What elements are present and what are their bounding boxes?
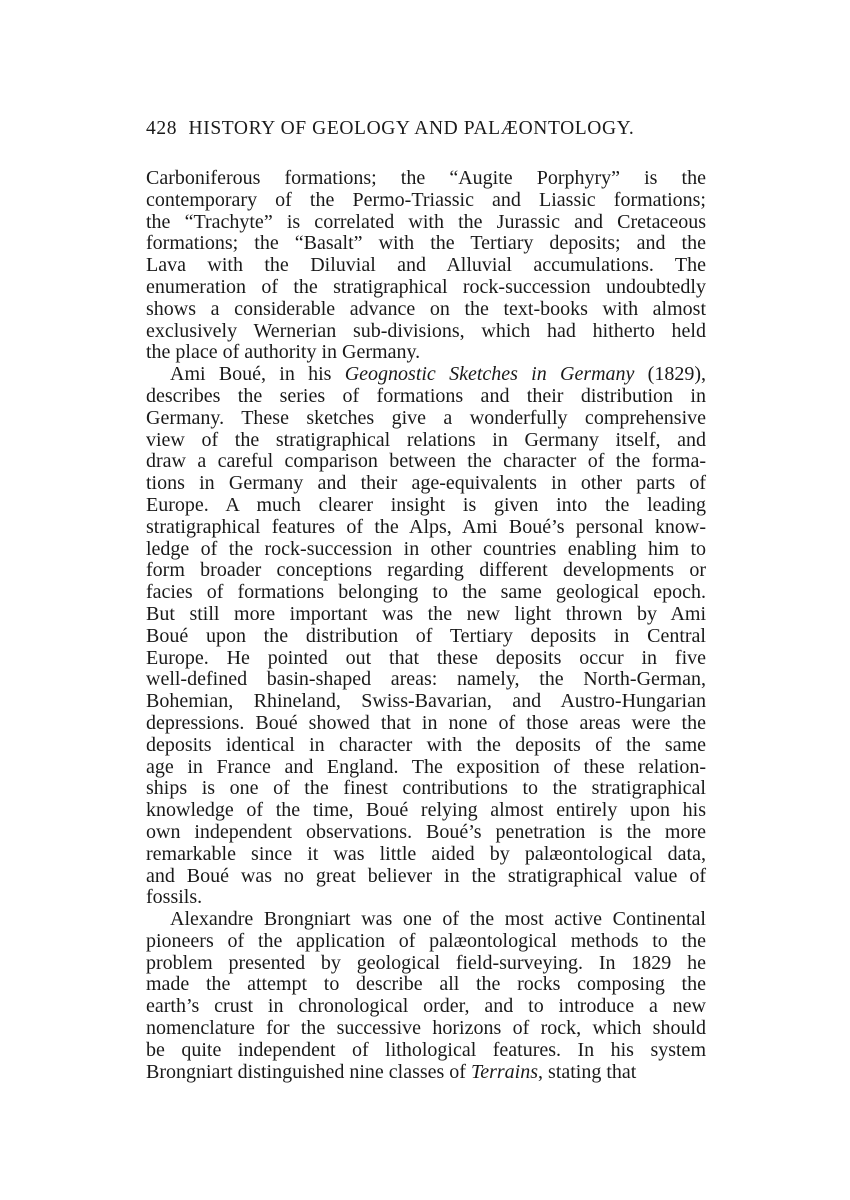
text-line: Alexandre Brongniart was one of the most active Continental bbox=[170, 908, 706, 931]
text-line: contemporary of the Permo-Triassic and Liassic formations; bbox=[146, 188, 706, 211]
text-line: Bohemian, Rhineland, Swiss-Bavarian, and Austro-Hungarian bbox=[146, 690, 706, 713]
running-title: HISTORY OF GEOLOGY AND PALÆONTOLOGY. bbox=[188, 118, 635, 139]
paragraph bbox=[146, 168, 706, 364]
text-line: the place of authority in Germany. bbox=[146, 341, 421, 364]
text-line: But still more important was the new light thrown by Ami bbox=[146, 602, 706, 625]
paragraph bbox=[146, 364, 706, 909]
text-line: shows a considerable advance on the text-books with almost bbox=[146, 297, 706, 320]
text-line: deposits identical in character with the deposits of the same bbox=[146, 733, 706, 756]
text-line: own independent observations. Boué’s penetration is the more bbox=[146, 820, 706, 843]
text-line: be quite independent of lithological features. In his system bbox=[146, 1038, 706, 1061]
text-line: ships is one of the finest contributions to the stratigraphical bbox=[146, 777, 706, 800]
text-line: facies of formations belonging to the same geological epoch. bbox=[146, 581, 706, 604]
text-segment: Ami Boué, in his bbox=[170, 363, 345, 386]
text-line: describes the series of formations and their distribution in bbox=[146, 384, 706, 407]
text-line: nomenclature for the successive horizons of rock, which should bbox=[146, 1017, 706, 1040]
italic-title: Terrains bbox=[470, 1060, 539, 1083]
text-line: Europe. He pointed out that these deposits occur in five bbox=[146, 646, 706, 669]
text-line: tions in Germany and their age-equivalents in other parts of bbox=[146, 472, 706, 495]
text-segment: Brongniart distinguished nine classes of bbox=[146, 1060, 471, 1083]
italic-title: Geognostic Sketches in Germany bbox=[344, 363, 635, 386]
text-line bbox=[146, 1062, 706, 1084]
text-line: enumeration of the stratigraphical rock-succession undoubtedly bbox=[146, 275, 706, 298]
text-line: knowledge of the time, Boué relying almost entirely upon his bbox=[146, 799, 706, 822]
text-line: well-defined basin-shaped areas: namely, the North-German, bbox=[146, 668, 706, 691]
text-line: remarkable since it was little aided by palæontological data, bbox=[146, 842, 706, 865]
text-line: draw a careful comparison between the character of the forma- bbox=[146, 450, 706, 473]
text-line: age in France and England. The exposition of these relation- bbox=[146, 755, 706, 778]
book-page bbox=[146, 118, 706, 1083]
text-line: stratigraphical features of the Alps, Ami Boué’s personal know- bbox=[146, 515, 706, 538]
text-line: fossils. bbox=[146, 886, 203, 909]
text-line: form broader conceptions regarding different developments or bbox=[146, 559, 706, 582]
text-line: the “Trachyte” is correlated with the Jurassic and Cretaceous bbox=[146, 210, 706, 233]
text-line: Germany. These sketches give a wonderfully comprehensive bbox=[146, 406, 706, 429]
text-line: ledge of the rock-succession in other countries enabling him to bbox=[146, 537, 706, 560]
text-line: Boué upon the distribution of Tertiary deposits in Central bbox=[146, 624, 706, 647]
text-line: problem presented by geological field-surveying. In 1829 he bbox=[146, 951, 706, 974]
text-line: depressions. Boué showed that in none of those areas were the bbox=[146, 711, 706, 734]
text-line: view of the stratigraphical relations in Germany itself, and bbox=[146, 428, 706, 451]
text-line: Carboniferous formations; the “Augite Porphyry” is the bbox=[146, 167, 706, 189]
text-line: Europe. A much clearer insight is given into the leading bbox=[146, 493, 706, 516]
body-text bbox=[146, 168, 706, 1083]
running-head bbox=[146, 118, 706, 144]
page-number: 428 bbox=[146, 118, 178, 139]
paragraph bbox=[146, 909, 706, 1083]
text-line: pioneers of the application of palæontological methods to the bbox=[146, 929, 706, 952]
text-line: formations; the “Basalt” with the Tertiary deposits; and the bbox=[146, 232, 706, 255]
text-line: Lava with the Diluvial and Alluvial accumulations. The bbox=[146, 254, 706, 277]
text-line bbox=[146, 364, 706, 386]
text-line: made the attempt to describe all the rocks composing the bbox=[146, 973, 706, 996]
text-line: earth’s crust in chronological order, and to introduce a new bbox=[146, 995, 706, 1018]
text-line: exclusively Wernerian sub-divisions, which had hitherto held bbox=[146, 319, 706, 342]
text-segment: (1829), bbox=[634, 363, 707, 386]
text-line: and Boué was no great believer in the stratigraphical value of bbox=[146, 864, 706, 887]
text-segment: , stating that bbox=[538, 1060, 637, 1083]
